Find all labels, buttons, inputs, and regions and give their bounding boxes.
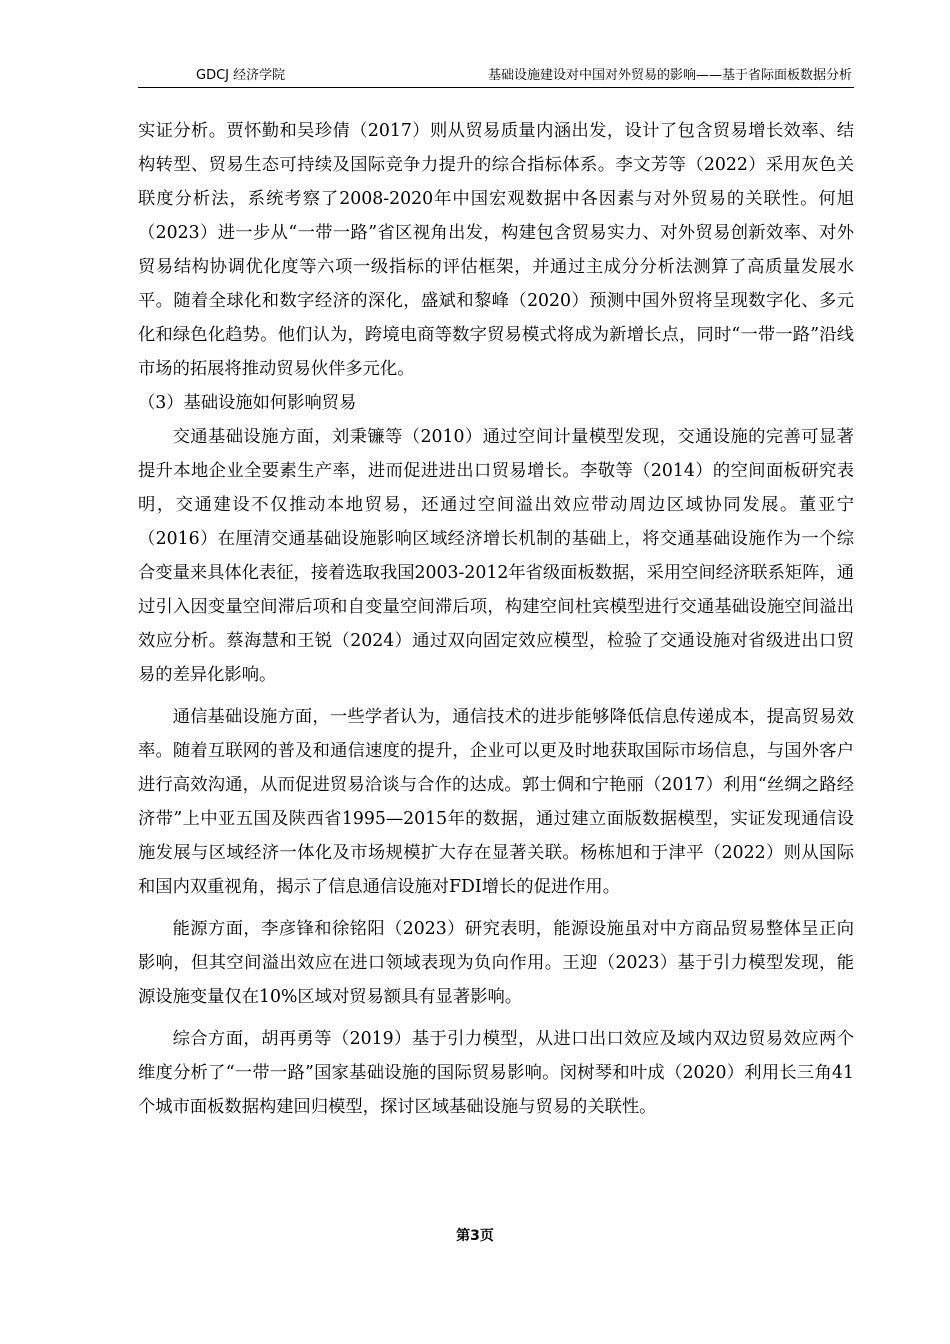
paragraph-comprehensive-infrastructure: 综合方面，胡再勇等（2019）基于引力模型，从进口出口效应及域内双边贸易效应两个维度分析了“一带一路”国家基础设施的国际贸易影响。闵树琴和叶成（2020）利用长三角41个城市面板数据构建回归模型，探讨区域基础设施与贸易的关联性。 (138, 1029, 854, 1117)
header-school-name: GDCJ 经济学院 (196, 68, 286, 83)
paragraph-transport-infrastructure: 交通基础设施方面，刘秉镰等（2010）通过空间计量模型发现，交通设施的完善可显著提升本地企业全要素生产率，进而促进进出口贸易增长。李敬等（2014）的空间面板研究表明，交通建设不仅推动本地贸易，还通过空间溢出效应带动周边区域协同发展。董亚宁（2016）在厘清交通基础设施影响区域经济增长机制的基础上，将交通基础设施作为一个综合变量来具体化表征，接着选取我国2003-2012年省级面板数据，采用空间经济联系矩阵，通过引入因变量空间滞后项和自变量空间滞后项，构建空间杜宾模型进行交通基础设施空间溢出效应分析。蔡海慧和王锐（2024）通过双向固定效应模型，检验了交通设施对省级进出口贸易的差异化影响。 (138, 427, 854, 685)
header-divider (138, 87, 854, 88)
page-number: 第3页 (456, 1228, 494, 1244)
paragraph-communication-infrastructure: 通信基础设施方面，一些学者认为，通信技术的进步能够降低信息传递成本，提高贸易效率。随着互联网的普及和通信速度的提升，企业可以更及时地获取国际市场信息，与国外客户进行高效沟通，从而促进贸易洽谈与合作的达成。郭士倜和宁艳丽（2017）利用“丝绸之路经济带”上中亚五国及陕西省1995—2015年的数据，通过建立面版数据模型，实证发现通信设施发展与区域经济一体化及市场规模扩大存在显著关联。杨栋旭和于津平（2022）则从国际和国内双重视角，揭示了信息通信设施对FDI增长的促进作用。 (138, 707, 854, 897)
section-heading-infrastructure-trade: （3）基础设施如何影响贸易 (138, 393, 357, 413)
paragraph-literature-review-continued: 实证分析。贾怀勤和吴珍倩（2017）则从贸易质量内涵出发，设计了包含贸易增长效率、结构转型、贸易生态可持续及国际竞争力提升的综合指标体系。李文芳等（2022）采用灰色关联度分析法，系统考察了2008-2020年中国宏观数据中各因素与对外贸易的关联性。何旭（2023）进一步从“一带一路”省区视角出发，构建包含贸易实力、对外贸易创新效率、对外贸易结构协调优化度等六项一级指标的评估框架，并通过主成分分析法测算了高质量发展水平。随着全球化和数字经济的深化，盛斌和黎峰（2020）预测中国外贸将呈现数字化、多元化和绿色化趋势。他们认为，跨境电商等数字贸易模式将成为新增长点，同时“一带一路”沿线市场的拓展将推动贸易伙伴多元化。 (138, 121, 854, 379)
header-document-title: 基础设施建设对中国对外贸易的影响——基于省际面板数据分析 (487, 68, 852, 83)
paragraph-energy-infrastructure: 能源方面，李彦锋和徐铭阳（2023）研究表明，能源设施虽对中方商品贸易整体呈正向影响，但其空间溢出效应在进口领域表现为负向作用。王迎（2023）基于引力模型发现，能源设施变量仅在10%区域对贸易额具有显著影响。 (138, 919, 854, 1007)
page-header (138, 66, 854, 86)
main-body (138, 114, 854, 1124)
